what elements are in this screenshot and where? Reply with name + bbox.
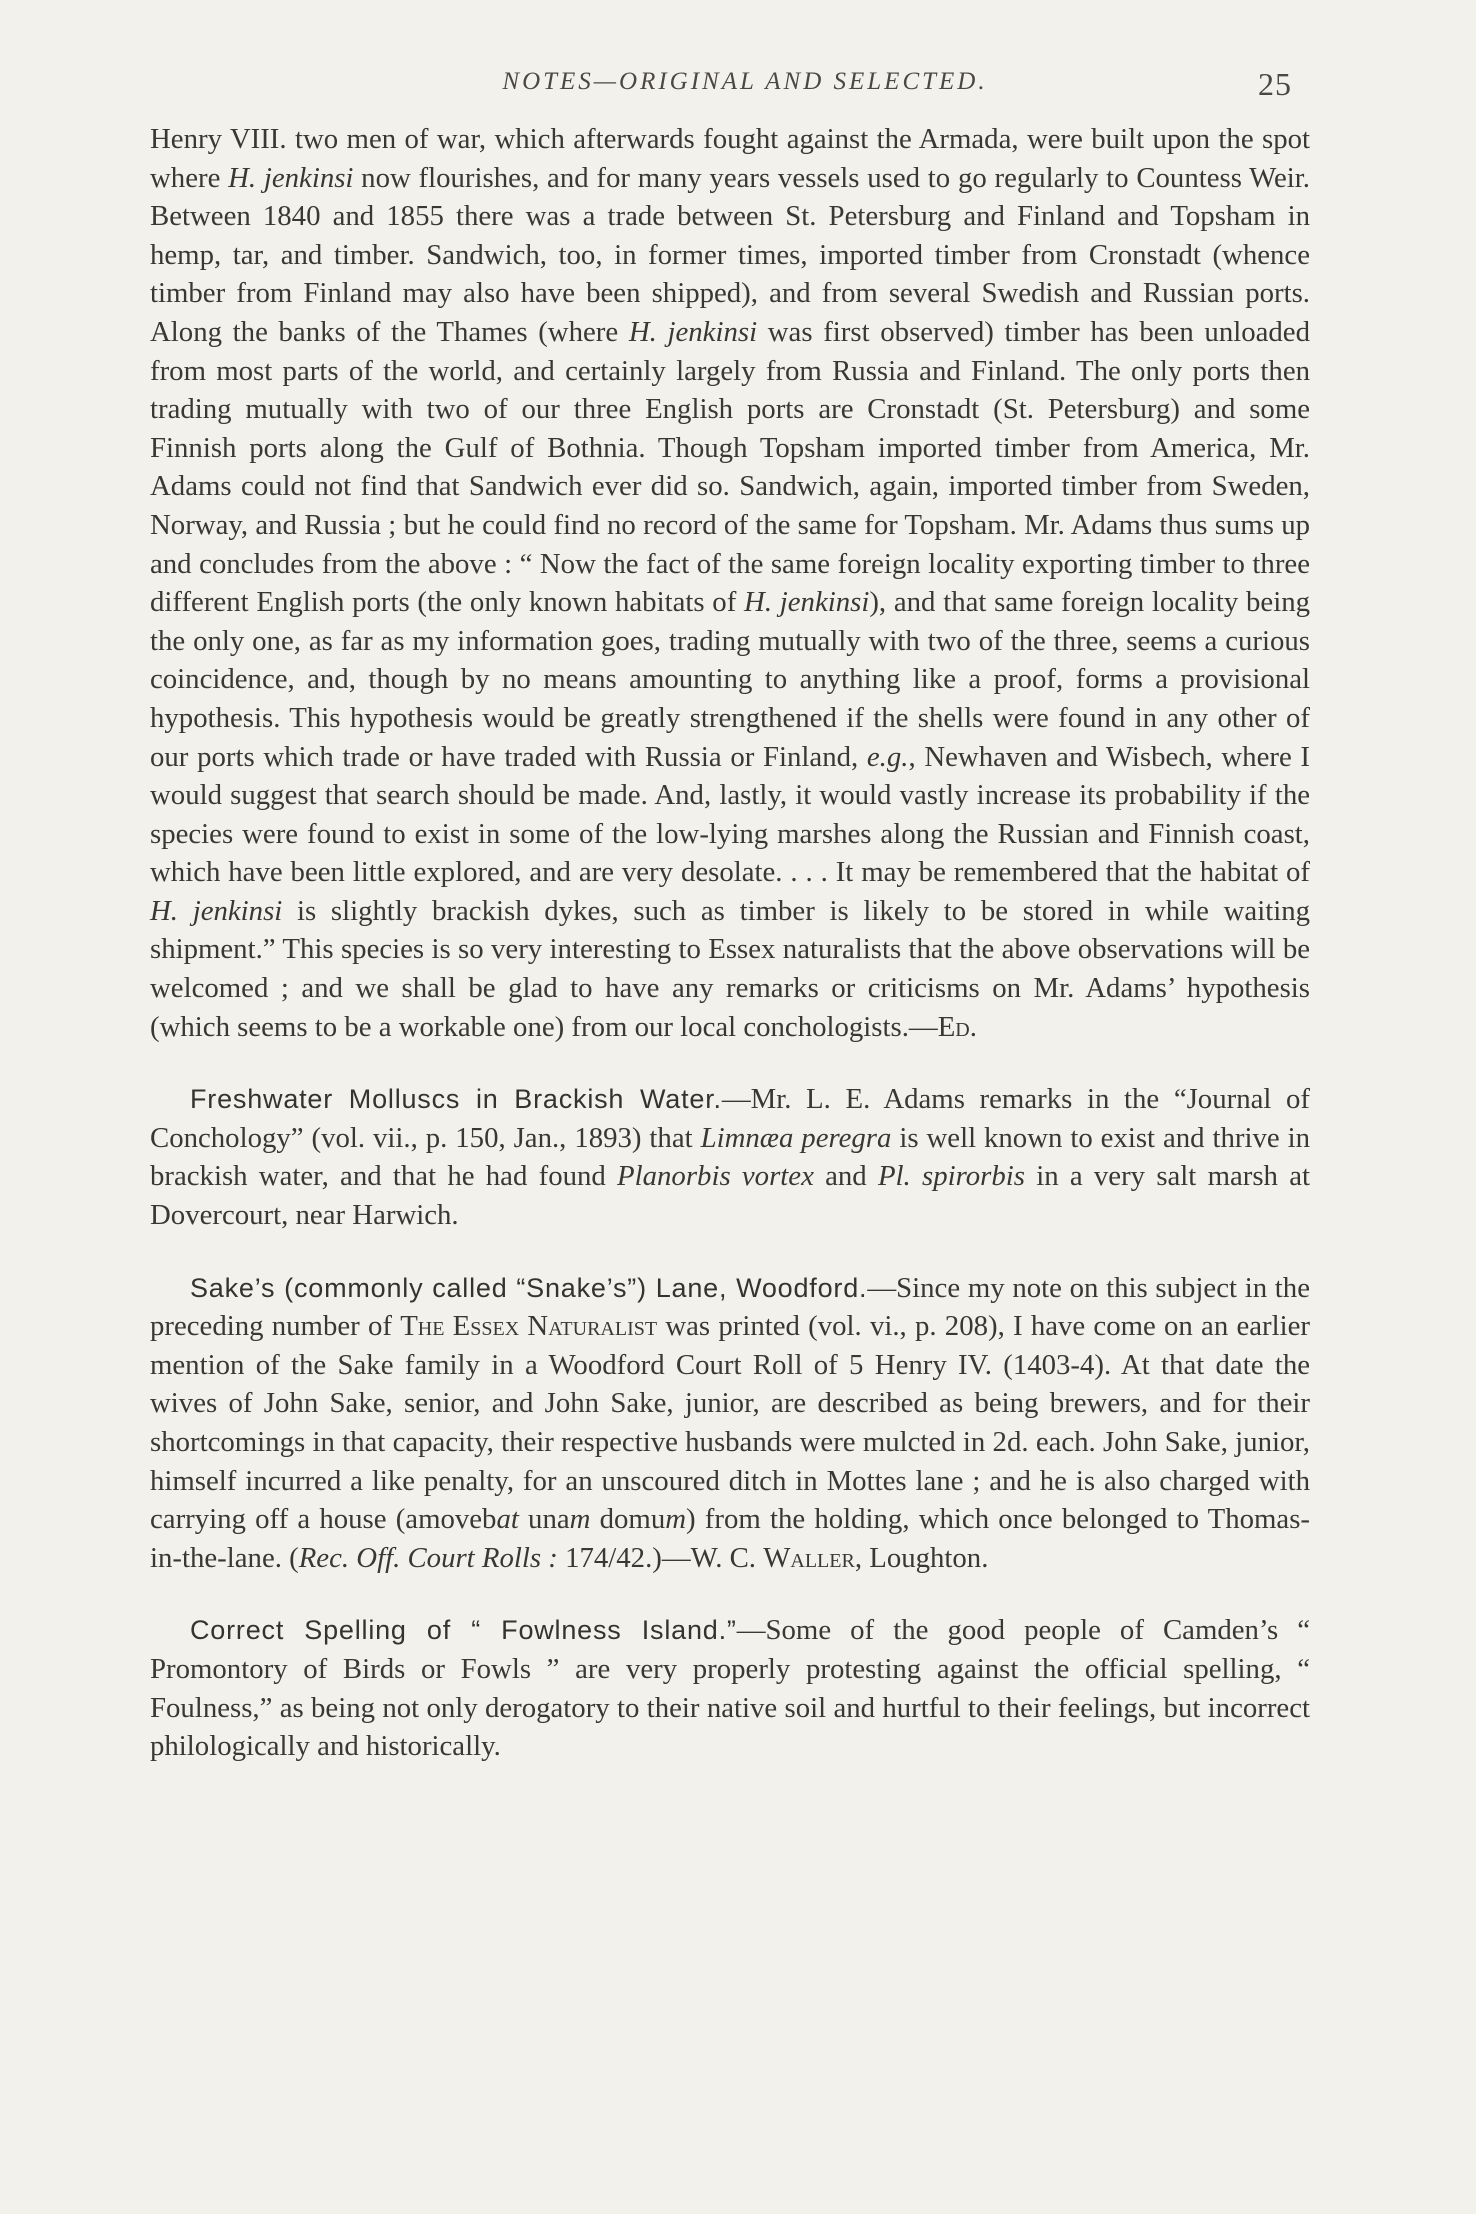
text-run: now flourishes, and for many years vessels used to go regularly to Countess Weir. Between 1840 and 1855 there was a trade between St. Petersburg and Finland and Topsham in hemp, tar, and timber. Sandwich, too, in former times, imported timber from Cronstadt (whence timber from Finland may also have been shipped), and from several Swedish and Russian ports. Along the banks of the Thames (where bbox=[150, 161, 1311, 348]
page-number: 25 bbox=[1258, 66, 1292, 102]
text-run: and bbox=[813, 1160, 878, 1193]
text-run: was printed (vol. vi., p. 208), I have come on an earlier mention of the Sake family in a Woodford Court Roll of 5 Henry IV. (1403-4). At that date the wives of John Sake, senior, and John Sake, junior, are described as being brewers, and for their shortcomings in that capacity, their respective husbands were mulcted in 2d. each. John Sake, junior, himself incurred a like penalty, for an unscoured ditch in Mottes lane ; and he is also charged with carrying off a house (amoveb bbox=[150, 1310, 1310, 1536]
note-fowlness-island bbox=[150, 1611, 1310, 1765]
text-run: —Since my note on this subject in the preceding number of bbox=[150, 1271, 1310, 1343]
species-name: Planorbis vortex bbox=[617, 1160, 814, 1193]
text-run: Henry VIII. two men of war, which afterwards fought against the Armada, were built upon the spot where bbox=[150, 123, 1310, 194]
species-name: H. jenkinsi bbox=[628, 315, 758, 348]
note-sakes-lane bbox=[150, 1269, 1310, 1578]
species-name: Pl. spirorbis bbox=[877, 1160, 1025, 1193]
latin-abbreviation: e.g. bbox=[866, 740, 909, 773]
text-run: , Loughton. bbox=[854, 1541, 989, 1574]
note-heading: Correct Spelling of “ Fowlness Island.” bbox=[190, 1615, 737, 1646]
book-page bbox=[150, 52, 1310, 1766]
note-freshwater-molluscs bbox=[150, 1080, 1310, 1234]
continued-paragraph bbox=[150, 120, 1310, 1046]
latin-ending: m bbox=[665, 1503, 687, 1536]
text-run: una bbox=[518, 1503, 570, 1536]
latin-ending: m bbox=[569, 1503, 591, 1536]
note-heading: Sake’s (commonly called “Snake’s”) Lane, Woodford. bbox=[190, 1272, 868, 1303]
running-head bbox=[150, 52, 1310, 112]
text-run: 174/42.)—W. C. bbox=[557, 1541, 764, 1574]
text-run: was first observed) timber has been unloaded from most parts of the world, and certainly largely from Russia and Finland. The only ports then trading mutually with two of our three English ports are Cronstadt (St. Petersburg) and some Finnish ports along the Gulf of Bothnia. Though Topsham imported timber from America, Mr. Adams could not find that Sandwich ever did so. Sandwich, again, imported timber from Sweden, Norway, and Russia ; but he could find no record of the same for Topsham. Mr. Adams thus sums up and concludes from the above : “ Now the fact of the same foreign locality exporting timber to three different English ports (the only known habitats of bbox=[150, 315, 1310, 619]
species-name: H. jenkinsi bbox=[150, 894, 283, 927]
text-run: , Newhaven and Wisbech, where I would suggest that search should be made. And, lastly, it would vastly increase its probability if the species were found to exist in some of the low-lying marshes along the Russian and Finnish coast, which have been little explored, and are very desolate. . . . It may be remembered that the habitat of bbox=[150, 740, 1310, 889]
journal-title: The Essex Naturalist bbox=[400, 1310, 658, 1343]
text-run: domu bbox=[590, 1503, 666, 1536]
latin-ending: at bbox=[496, 1503, 519, 1536]
species-name: Limnæa peregra bbox=[700, 1121, 892, 1154]
page-body bbox=[150, 120, 1310, 1766]
species-name: H. jenkinsi bbox=[228, 161, 354, 194]
text-run: is slightly brackish dykes, such as timber is likely to be stored in while waiting shipment.” This species is so very interesting to Essex naturalists that the above observations will be welcomed ; and we shall be glad to have any remarks or criticisms on Mr. Adams’ hypothesis (which seems to be a workable one) from our local conchologists.— bbox=[150, 894, 1310, 1043]
author-name: Waller bbox=[763, 1541, 855, 1574]
text-run: ) from the holding, which once belonged to Thomas-in-the-lane. ( bbox=[150, 1503, 1310, 1574]
text-run: ), and that same foreign locality being the only one, as far as my information goes, trading mutually with two of the three, seems a curious coincidence, and, though by no means amounting to anything like a proof, forms a provisional hypothesis. This hypothesis would be greatly strengthened if the shells were found in any other of our ports which trade or have traded with Russia or Finland, bbox=[150, 586, 1310, 773]
text-run: is well known to exist and thrive in brackish water, and that he had found bbox=[150, 1121, 1310, 1193]
text-run: —Some of the good people of Camden’s “ Promontory of Birds or Fowls ” are very properly protesting against the official spelling, “ Foulness,” as being not only derogatory to their native soil and hurtful to their feelings, but incorrect philologically and historically. bbox=[150, 1614, 1310, 1763]
text-run: —Mr. L. E. Adams remarks in the “Journal of Conchology” (vol. vii., p. 150, Jan., 1893) that bbox=[150, 1083, 1311, 1154]
source-reference: Rec. Off. Court Rolls : bbox=[298, 1541, 558, 1574]
running-title: NOTES—ORIGINAL AND SELECTED. bbox=[502, 68, 988, 95]
editor-signature: Ed. bbox=[937, 1010, 977, 1043]
species-name: H. jenkinsi bbox=[744, 586, 870, 619]
note-heading: Freshwater Molluscs in Brackish Water. bbox=[190, 1084, 722, 1115]
text-run: in a very salt marsh at Dovercourt, near Harwich. bbox=[150, 1160, 1310, 1232]
